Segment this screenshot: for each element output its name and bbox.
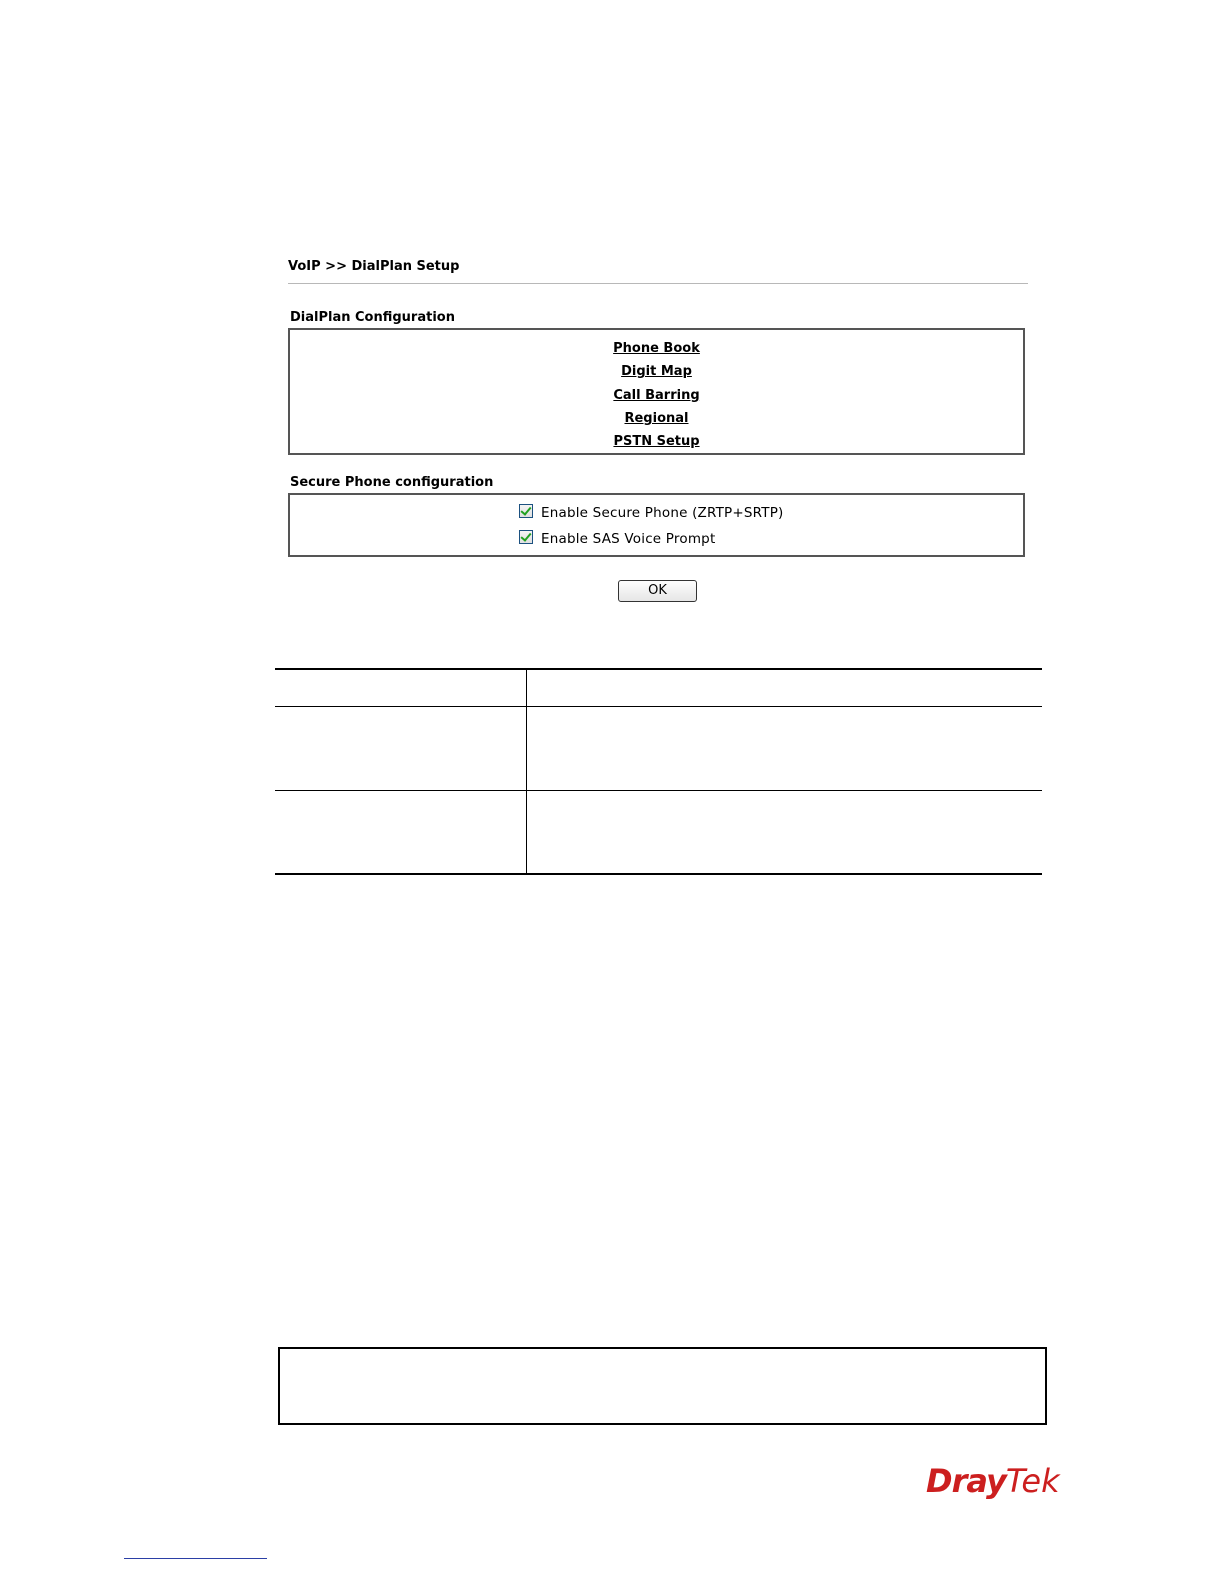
- list-item: [290, 384, 1023, 407]
- logo-text-dray: Dray: [926, 1462, 1006, 1500]
- note-box: [278, 1347, 1047, 1425]
- sas-voice-prompt-checkbox[interactable]: [519, 530, 533, 544]
- draytek-logo: [926, 1462, 1060, 1500]
- dialplan-link-list: [290, 337, 1023, 453]
- table-cell: [275, 791, 527, 875]
- sas-voice-prompt-label: Enable SAS Voice Prompt: [541, 531, 716, 547]
- secure-config-box: [288, 493, 1025, 557]
- secure-phone-checkbox[interactable]: [519, 504, 533, 518]
- table-header-row: [275, 669, 1042, 707]
- sas-voice-prompt-option[interactable]: [519, 528, 1023, 554]
- dialplan-section-title: DialPlan Configuration: [290, 310, 455, 325]
- page-title: VoIP >> DialPlan Setup: [288, 259, 460, 274]
- table-header-cell: [275, 669, 527, 707]
- list-item: [290, 360, 1023, 383]
- digit-map-link[interactable]: Digit Map: [621, 364, 692, 380]
- secure-phone-label: Enable Secure Phone (ZRTP+SRTP): [541, 505, 784, 521]
- ok-button[interactable]: OK: [618, 580, 697, 602]
- pstn-setup-link[interactable]: PSTN Setup: [613, 434, 700, 450]
- dialplan-config-box: [288, 328, 1025, 455]
- check-icon: [520, 504, 531, 516]
- table-row: [275, 707, 1042, 791]
- table-cell: [275, 707, 527, 791]
- check-icon: [520, 530, 531, 542]
- description-table: [275, 668, 1042, 875]
- regional-link[interactable]: Regional: [624, 410, 689, 426]
- list-item: [290, 337, 1023, 360]
- secure-phone-option[interactable]: [519, 502, 1023, 528]
- table-row: [275, 791, 1042, 875]
- footer-divider: [124, 1558, 267, 1559]
- table-header-cell: [527, 669, 1043, 707]
- logo-text-tek: Tek: [1005, 1462, 1060, 1500]
- secure-section-title: Secure Phone configuration: [290, 475, 494, 490]
- phone-book-link[interactable]: Phone Book: [613, 341, 700, 356]
- call-barring-link[interactable]: Call Barring: [613, 387, 700, 403]
- list-item: [290, 407, 1023, 430]
- list-item: [290, 430, 1023, 453]
- table-cell: [527, 707, 1043, 791]
- title-divider: [288, 283, 1028, 284]
- table-cell: [527, 791, 1043, 875]
